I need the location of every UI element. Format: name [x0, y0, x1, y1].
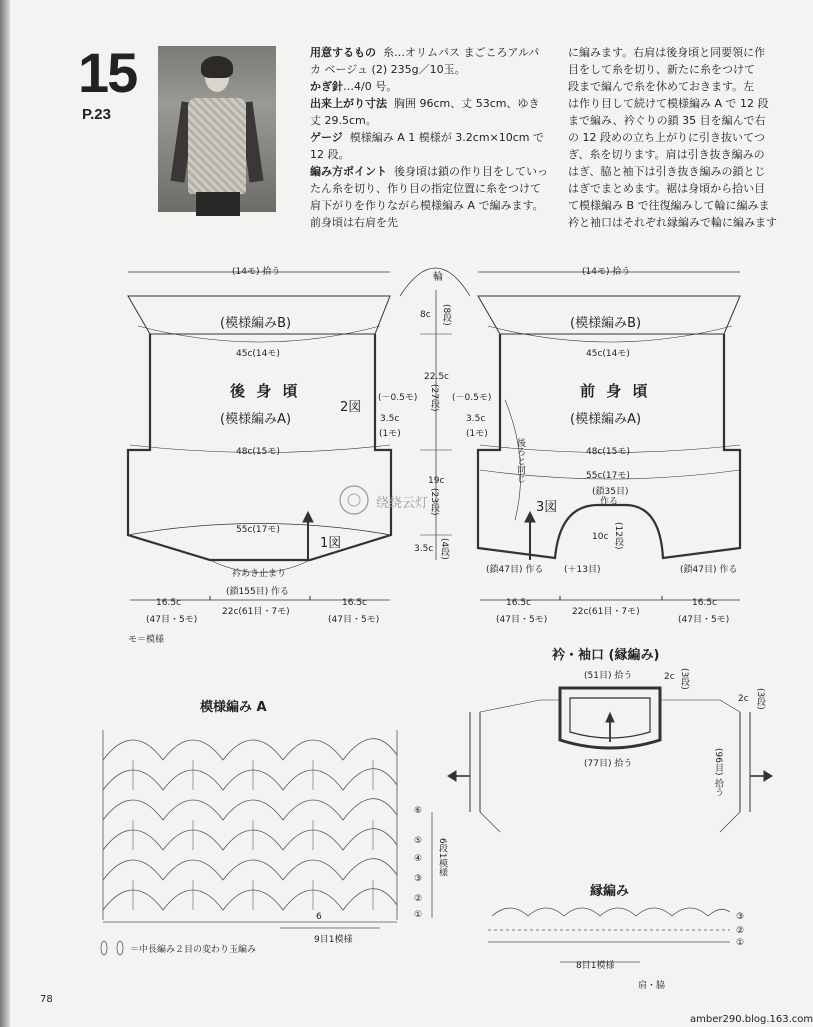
- front-neck-make: 作る: [600, 497, 619, 507]
- pattern-a-bottom-repeat: 9目1模様: [314, 935, 353, 945]
- center-dim-3-rows: (23段): [429, 488, 439, 516]
- edge-note: 肩・脇: [638, 981, 666, 991]
- pattern-a-count: 6: [316, 912, 322, 922]
- front-title: 前 身 頃: [580, 382, 651, 400]
- pattern-a-title: 模様編み A: [200, 700, 267, 715]
- front-ribbing-label: (模様編みB): [570, 316, 642, 331]
- figure-1-label: 1図: [320, 536, 342, 551]
- pattern-a-repeat: 6段1模様: [437, 838, 447, 877]
- figure-3-label: 3図: [536, 500, 558, 515]
- front-neck-depth: 10c: [592, 532, 609, 542]
- pattern-a-row-3: ③: [414, 874, 423, 884]
- front-hem-width: 55c(17モ): [586, 471, 630, 481]
- front-chain-right: (鎖47目) 作る: [680, 565, 738, 575]
- figure-2-label: 2図: [340, 400, 362, 415]
- pattern-a-row-4: ④: [414, 854, 423, 864]
- front-neck-rows: (12段): [613, 522, 623, 550]
- front-mid-width: 48c(15モ): [586, 447, 630, 457]
- edge-row-3: ③: [736, 912, 745, 922]
- front-side-mo: (1モ): [466, 429, 488, 439]
- center-dim-3: 19c: [428, 476, 445, 486]
- back-pattern: (模様編みA): [220, 412, 292, 427]
- front-side-height: 3.5c: [466, 414, 486, 424]
- page-reference: P.23: [82, 106, 111, 123]
- watermark-text: 绕绕云灯: [376, 496, 429, 511]
- front-neck-chain: (鎖35目): [592, 487, 629, 497]
- back-decrease: (－0.5モ): [378, 393, 418, 403]
- front-decrease: (－0.5モ): [452, 393, 492, 403]
- collar-rows-top: 2c: [664, 672, 675, 682]
- edge-row-1: ①: [736, 938, 745, 948]
- collar-top-pickup: (51目) 拾う: [584, 671, 633, 681]
- collar-title: 衿・袖口 (縁編み): [552, 648, 660, 663]
- center-dim-2-rows: (27段): [429, 384, 439, 412]
- edge-row-2: ②: [736, 926, 745, 936]
- back-ribbing-label: (模様編みB): [220, 316, 292, 331]
- pattern-a-row-6: ⑥: [414, 806, 423, 816]
- neck-opening-stop: 衿あき止まり: [232, 569, 287, 579]
- edge-title: 縁編み: [590, 884, 630, 899]
- collar-bottom-pickup: (77目) 拾う: [584, 759, 633, 769]
- center-dim-1: 8c: [420, 310, 431, 320]
- center-dim-4-rows: (4段): [439, 538, 449, 560]
- circular-label: 輪: [433, 272, 443, 283]
- front-plus-stitches: (＋13目): [564, 565, 601, 575]
- back-bottom-mid: 22c(61目・7モ): [222, 607, 290, 617]
- center-dim-1-rows: (8段): [441, 304, 451, 326]
- front-bottom-right-sub: (47目・5モ): [678, 615, 730, 625]
- front-pattern: (模様編みA): [570, 412, 642, 427]
- pattern-a-row-1: ①: [414, 910, 423, 920]
- front-bottom-left-sub: (47目・5モ): [496, 615, 548, 625]
- source-site: amber290.blog.163.com: [690, 1014, 813, 1025]
- page-number: 78: [40, 994, 53, 1005]
- edge-repeat: 8目1模様: [576, 961, 615, 971]
- back-bottom-right: 16.5c: [342, 598, 367, 608]
- back-title: 後 身 頃: [230, 382, 301, 400]
- legend-mo: モ＝模様: [128, 635, 165, 645]
- pattern-a-row-2: ②: [414, 894, 423, 904]
- back-bottom-left: 16.5c: [156, 598, 181, 608]
- pattern-number: 15: [78, 41, 137, 104]
- front-top-width: 45c(14モ): [586, 349, 630, 359]
- back-mid-width: 48c(15モ): [236, 447, 280, 457]
- front-bottom-mid: 22c(61目・7モ): [572, 607, 640, 617]
- sleeve-pickup: (96目) 拾う: [713, 748, 723, 797]
- center-dim-2: 22.5c: [424, 372, 449, 382]
- back-hem-width: 55c(17モ): [236, 525, 280, 535]
- front-bottom-left: 16.5c: [506, 598, 531, 608]
- front-same-as-back: 後ろと同じ: [515, 438, 525, 483]
- back-bottom-left-sub: (47目・5モ): [146, 615, 198, 625]
- back-top-width: 45c(14モ): [236, 349, 280, 359]
- front-pickup-top: (14モ) 拾う: [582, 267, 631, 277]
- back-chain-count: (鎖155目) 作る: [226, 587, 290, 597]
- instructions-column-1: 用意するもの 糸…オリムパス まごころアルパカ ベージュ (2) 235g／10玉。 かぎ針…4/0 号。 出来上がり寸法 胸囲 96cm、丈 53cm、ゆき丈 29.5cm。 ゲージ 模様編み A 1 模様が 3.2cm×10cm で 12 段。 編み方ポイント 後身頃は鎖の作り目をしていったん糸を切り、作り目の指定位置に糸をつけて肩下がりを作りながら模様編み A で編みます。前身頃は右肩を先: [310, 46, 548, 229]
- instructions-column-2: に編みます。右肩は後身頃と同要領に作 目をして糸を切り、新たに糸をつけて 段まで編んで糸を休めておきます。左 は作り目して続けて模様編み A で 12 段 まで編み、衿ぐりの鎖 35 目を編んで右 の 12 段めの立ち上がりに引き抜いてつ ぎ、糸を切ります。肩は引き抜き編みの はぎ、脇と袖下は引き抜き編みの鎖とじ はぎでまとめます。裾は身頃から拾い目 て模様編み B で往復編みして輪に編みま 衿と袖口はそれぞれ縁編みで輪に編みます: [568, 46, 777, 229]
- center-dim-4: 3.5c: [414, 544, 434, 554]
- collar-rows-top-sub: (3段): [679, 668, 689, 690]
- sleeve-rows-sub: (3段): [755, 688, 765, 710]
- sleeve-rows: 2c: [738, 694, 749, 704]
- back-side-mo: (1モ): [379, 429, 401, 439]
- pattern-a-legend: ＝中長編み２目の変わり玉編み: [130, 945, 257, 955]
- front-chain-left: (鎖47目) 作る: [486, 565, 544, 575]
- pattern-a-row-5: ⑤: [414, 836, 423, 846]
- front-bottom-right: 16.5c: [692, 598, 717, 608]
- back-bottom-right-sub: (47目・5モ): [328, 615, 380, 625]
- back-side-height: 3.5c: [380, 414, 400, 424]
- back-pickup-top: (14モ) 拾う: [232, 267, 281, 277]
